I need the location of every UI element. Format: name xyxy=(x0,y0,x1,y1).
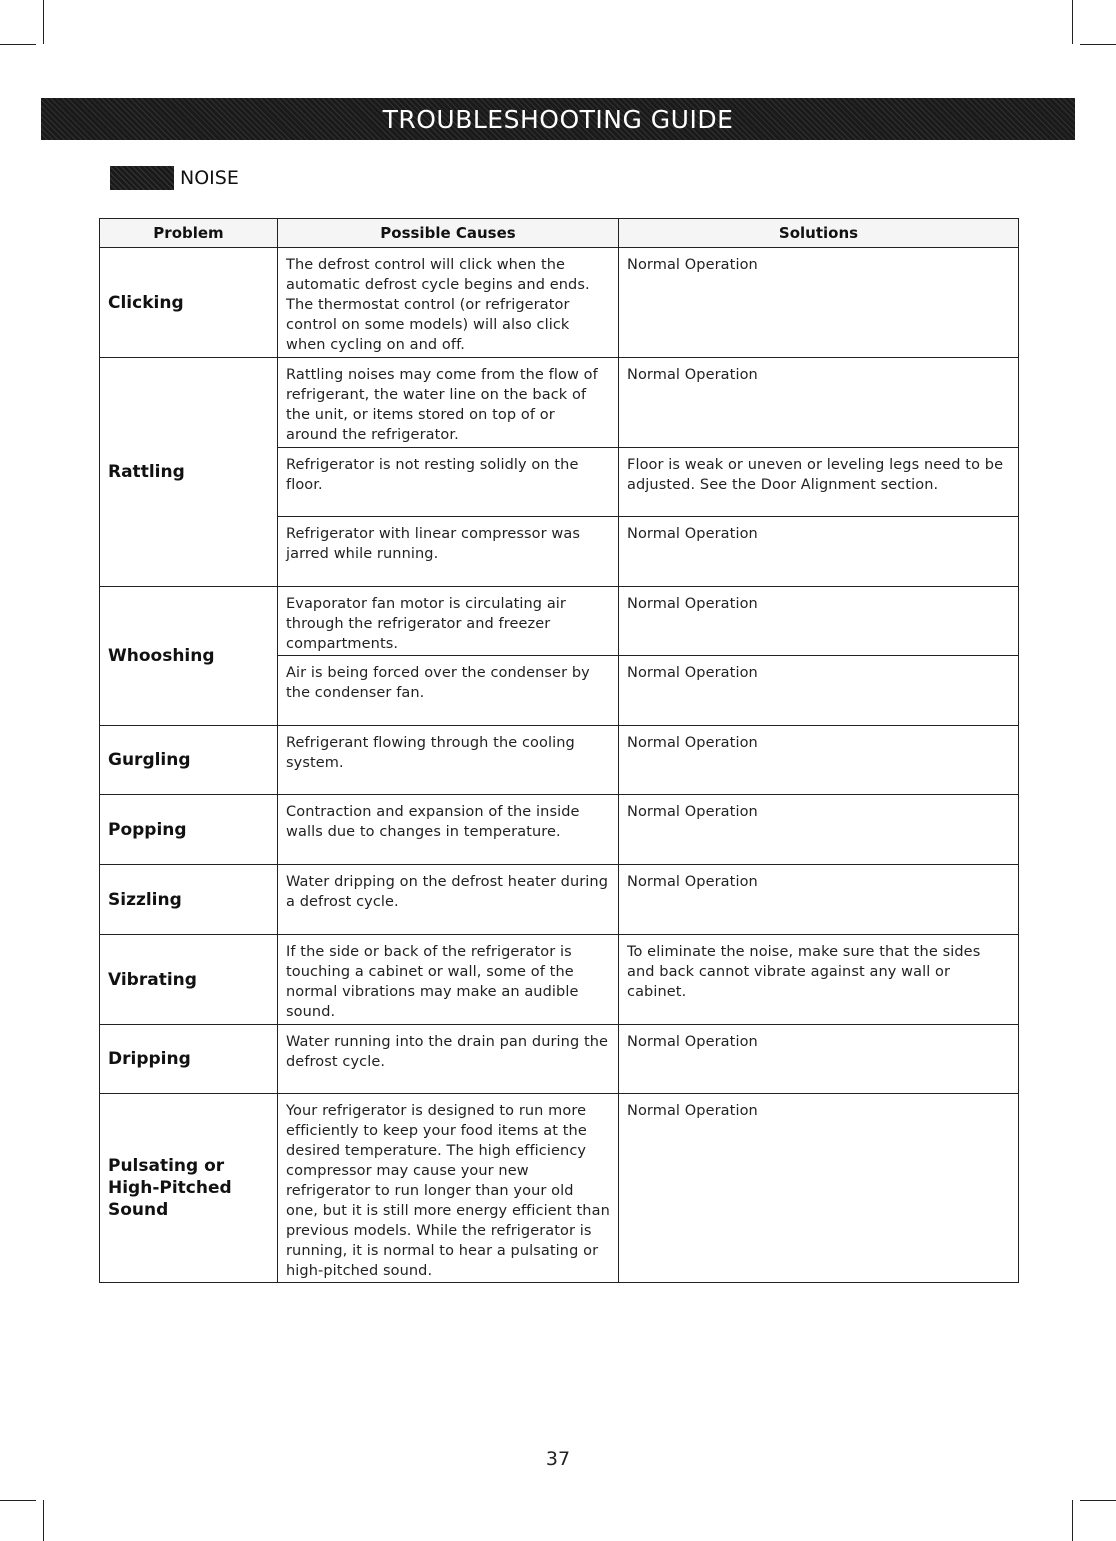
cause-cell: Water dripping on the defrost heater during a defrost cycle. xyxy=(278,865,619,935)
problem-cell: Gurgling xyxy=(100,726,278,795)
solution-cell: Floor is weak or uneven or leveling legs need to be adjusted. See the Door Alignment section. xyxy=(619,448,1019,517)
column-header-causes: Possible Causes xyxy=(278,219,619,248)
cause-cell: Your refrigerator is designed to run more efficiently to keep your food items at the desired temperature. The high efficiency compressor may cause your new refrigerator to run longer than your old one, but it is still more energy efficient than previous models. While the refrigerator is running, it is normal to hear a pulsating or high-pitched sound. xyxy=(278,1094,619,1283)
problem-cell: Clicking xyxy=(100,248,278,358)
crop-mark xyxy=(43,1500,44,1541)
section-heading xyxy=(110,166,239,190)
solution-cell: Normal Operation xyxy=(619,358,1019,448)
cause-cell: Rattling noises may come from the flow of refrigerant, the water line on the back of the unit, or items stored on top of or around the refrigerator. xyxy=(278,358,619,448)
page-number: 37 xyxy=(545,1448,571,1470)
table-row xyxy=(100,935,1019,1025)
column-header-solutions: Solutions xyxy=(619,219,1019,248)
problem-cell: Popping xyxy=(100,795,278,865)
problem-cell: Vibrating xyxy=(100,935,278,1025)
cause-cell: Refrigerator is not resting solidly on the floor. xyxy=(278,448,619,517)
crop-mark xyxy=(43,0,44,44)
problem-cell: Whooshing xyxy=(100,587,278,726)
problem-cell: Rattling xyxy=(100,358,278,587)
troubleshooting-table xyxy=(99,218,1019,1283)
solution-cell: To eliminate the noise, make sure that the sides and back cannot vibrate against any wall or cabinet. xyxy=(619,935,1019,1025)
solution-cell: Normal Operation xyxy=(619,656,1019,726)
solution-cell: Normal Operation xyxy=(619,517,1019,587)
table-row xyxy=(100,587,1019,656)
crop-mark xyxy=(0,1500,36,1501)
cause-cell: Contraction and expansion of the inside walls due to changes in temperature. xyxy=(278,795,619,865)
table-row xyxy=(100,248,1019,358)
problem-cell: Dripping xyxy=(100,1025,278,1094)
cause-cell: The defrost control will click when the automatic defrost cycle begins and ends. The thermostat control (or refrigerator control on some models) will also click when cycling on and off. xyxy=(278,248,619,358)
table-row xyxy=(100,726,1019,795)
crop-mark xyxy=(1080,1500,1116,1501)
problem-cell: Sizzling xyxy=(100,865,278,935)
crop-mark xyxy=(1072,1500,1073,1541)
cause-cell: If the side or back of the refrigerator is touching a cabinet or wall, some of the normal vibrations may make an audible sound. xyxy=(278,935,619,1025)
crop-mark xyxy=(1072,0,1073,44)
solution-cell: Normal Operation xyxy=(619,1025,1019,1094)
solution-cell: Normal Operation xyxy=(619,1094,1019,1283)
solution-cell: Normal Operation xyxy=(619,587,1019,656)
page-title: TROUBLESHOOTING GUIDE xyxy=(382,104,734,134)
header-banner xyxy=(41,98,1075,140)
section-marker xyxy=(110,166,174,190)
solution-cell: Normal Operation xyxy=(619,865,1019,935)
solution-cell: Normal Operation xyxy=(619,248,1019,358)
solution-cell: Normal Operation xyxy=(619,726,1019,795)
section-title: NOISE xyxy=(180,167,239,189)
cause-cell: Air is being forced over the condenser by the condenser fan. xyxy=(278,656,619,726)
crop-mark xyxy=(1080,44,1116,45)
table-row xyxy=(100,1025,1019,1094)
table-row xyxy=(100,795,1019,865)
crop-mark xyxy=(0,44,36,45)
column-header-problem: Problem xyxy=(100,219,278,248)
cause-cell: Refrigerant flowing through the cooling system. xyxy=(278,726,619,795)
cause-cell: Evaporator fan motor is circulating air through the refrigerator and freezer compartments. xyxy=(278,587,619,656)
cause-cell: Refrigerator with linear compressor was jarred while running. xyxy=(278,517,619,587)
table-row xyxy=(100,358,1019,448)
cause-cell: Water running into the drain pan during the defrost cycle. xyxy=(278,1025,619,1094)
problem-cell: Pulsating or High-Pitched Sound xyxy=(100,1094,278,1283)
table-row xyxy=(100,865,1019,935)
table-row xyxy=(100,1094,1019,1283)
solution-cell: Normal Operation xyxy=(619,795,1019,865)
table-header-row xyxy=(100,219,1019,248)
